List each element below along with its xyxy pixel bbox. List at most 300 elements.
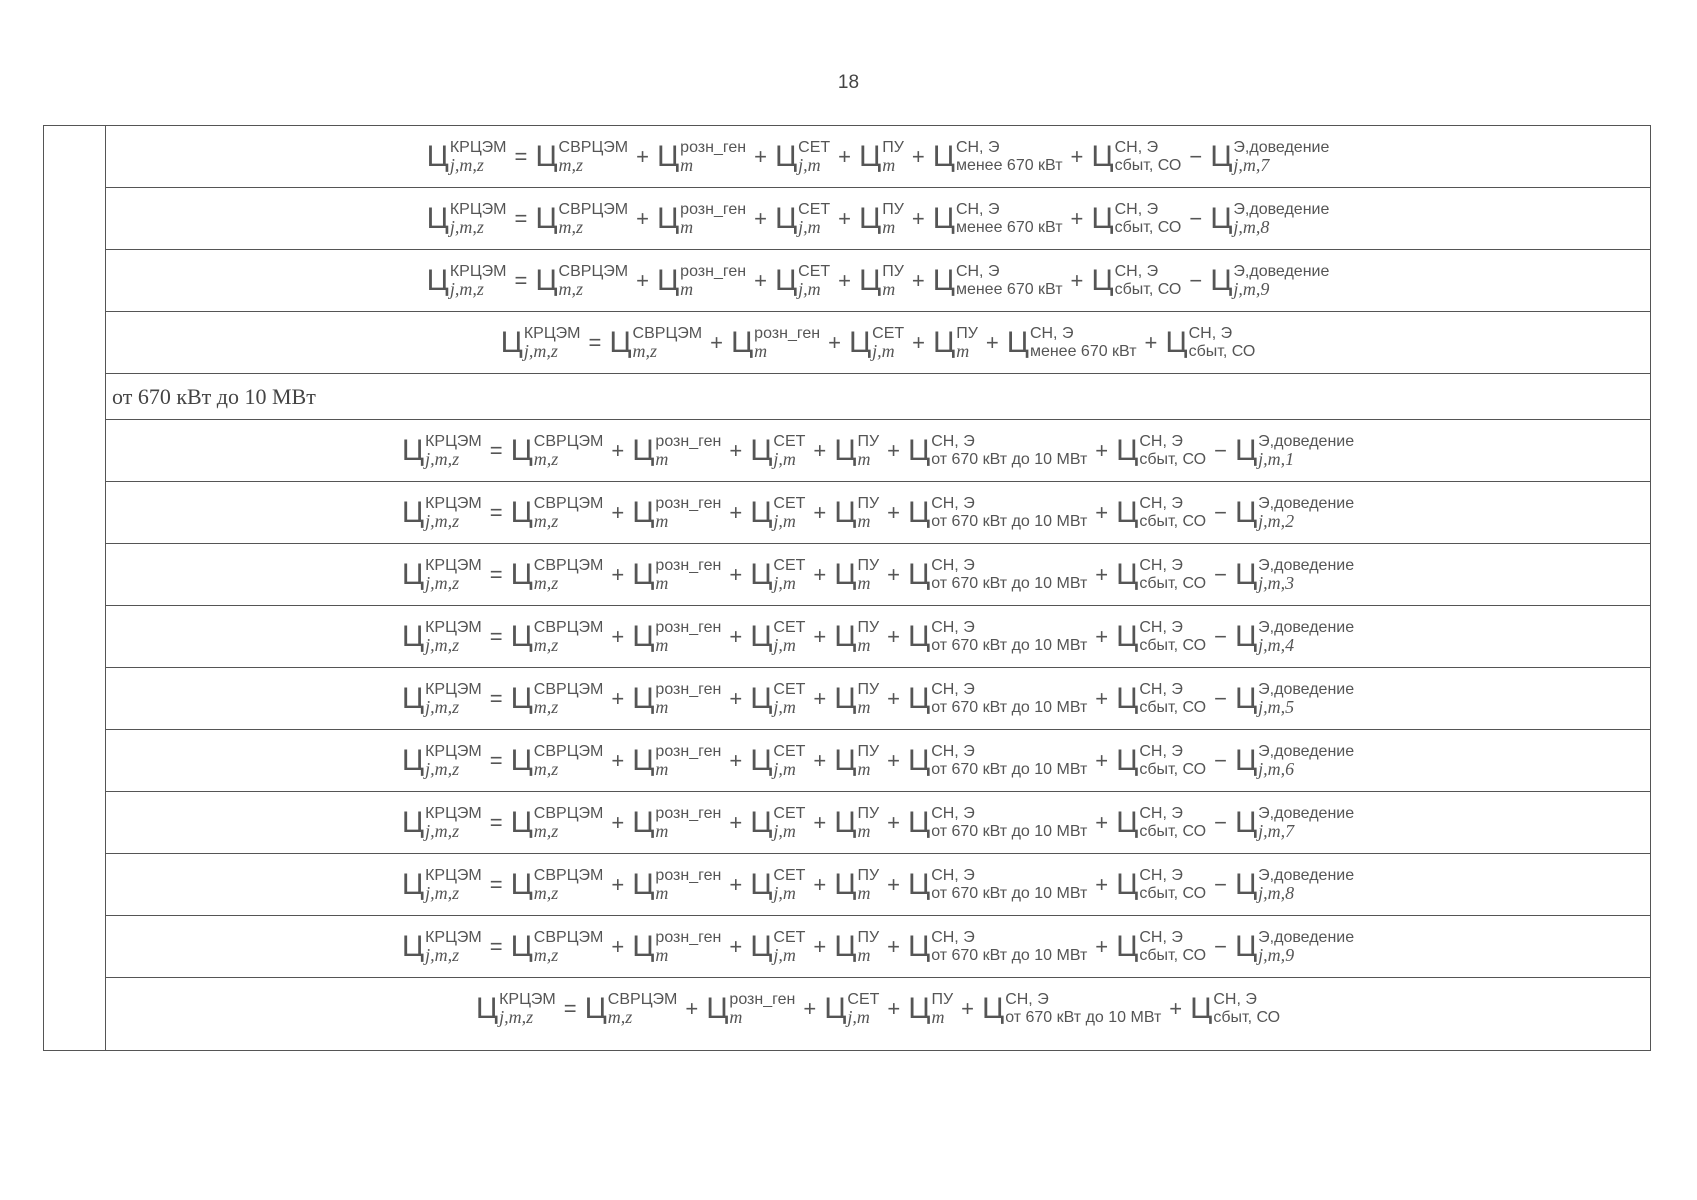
base-symbol: Ц — [750, 805, 773, 839]
plus-sign: + — [1095, 933, 1109, 959]
subscript: j,m,7 — [1233, 154, 1270, 175]
price-formula — [427, 140, 1330, 174]
term-pu — [908, 992, 953, 1026]
base-symbol: Ц — [632, 805, 655, 839]
superscript: Э,доведение — [1258, 432, 1355, 450]
superscript: СН, Э — [955, 200, 1000, 218]
base-symbol: Ц — [401, 743, 425, 777]
base-symbol: Ц — [510, 805, 533, 839]
base-symbol: Ц — [535, 139, 558, 173]
term-pu — [834, 558, 879, 592]
term-pu — [859, 264, 904, 298]
base-symbol: Ц — [907, 557, 931, 591]
formula-row — [106, 250, 1650, 312]
subscript: m — [882, 278, 896, 299]
base-symbol: Ц — [834, 495, 857, 529]
superscript: Э,доведение — [1258, 618, 1355, 636]
superscript: Э,доведение — [1258, 804, 1355, 822]
subscript: менее 670 кВт — [955, 280, 1063, 298]
superscript: СН, Э — [1005, 991, 1049, 1008]
term-krcem — [476, 992, 556, 1026]
term-pu — [834, 744, 879, 778]
term-set — [824, 992, 879, 1026]
subscript: m,z — [533, 758, 559, 779]
superscript: СВРЦЭМ — [558, 200, 629, 218]
term-rozn-gen — [632, 558, 721, 592]
base-symbol: Ц — [632, 495, 655, 529]
term-krcem — [402, 868, 482, 902]
term-krcem — [427, 140, 507, 174]
term-rozn-gen — [706, 992, 795, 1026]
superscript: ПУ — [882, 200, 904, 218]
subscript: m — [857, 510, 871, 531]
superscript: ПУ — [882, 138, 904, 156]
term-pu — [834, 496, 879, 530]
base-symbol: Ц — [774, 263, 798, 297]
base-symbol: Ц — [1190, 992, 1213, 1025]
base-symbol: Ц — [750, 495, 773, 529]
base-symbol: Ц — [750, 929, 773, 963]
equals-sign: = — [514, 205, 528, 231]
plus-sign: + — [611, 933, 625, 959]
subscript: m — [680, 154, 694, 175]
plus-sign: + — [828, 329, 841, 355]
term-set — [750, 868, 805, 902]
superscript: розн_ген — [655, 742, 722, 760]
base-symbol: Ц — [1234, 681, 1258, 715]
superscript: СН, Э — [931, 680, 975, 698]
base-symbol: Ц — [1210, 263, 1233, 297]
base-symbol: Ц — [907, 619, 931, 653]
subscript: m — [655, 820, 669, 841]
equals-sign: = — [588, 329, 602, 355]
minus-sign: − — [1214, 871, 1227, 897]
base-symbol: Ц — [774, 201, 798, 235]
table-left-column — [44, 126, 106, 1050]
subscript: m,z — [533, 448, 559, 469]
subscript: m — [655, 696, 669, 717]
term-pu — [933, 326, 978, 360]
equals-sign: = — [489, 437, 503, 463]
base-symbol: Ц — [510, 433, 533, 467]
subscript: сбыт, СО — [1114, 156, 1182, 174]
term-sn — [908, 930, 1087, 964]
superscript: СН, Э — [1188, 324, 1233, 342]
plus-sign: + — [1070, 143, 1084, 169]
term-dovedenie — [1210, 140, 1329, 174]
price-formula — [501, 326, 1256, 360]
subscript: j,m,z — [425, 696, 460, 717]
base-symbol: Ц — [981, 992, 1005, 1025]
plus-sign: + — [611, 437, 625, 463]
subscript: от 670 кВт до 10 МВт — [931, 946, 1088, 964]
plus-sign: + — [887, 437, 900, 463]
superscript: СН, Э — [931, 432, 975, 450]
plus-sign: + — [887, 871, 900, 897]
base-symbol: Ц — [1116, 867, 1139, 901]
subscript: j,m,9 — [1258, 944, 1295, 965]
term-svrcem — [511, 806, 604, 840]
superscript: ПУ — [857, 804, 880, 822]
base-symbol: Ц — [401, 805, 425, 839]
subscript: m,z — [533, 634, 559, 655]
term-rozn-gen — [632, 744, 721, 778]
formula-row — [106, 668, 1650, 730]
plus-sign: + — [729, 809, 743, 835]
superscript: КРЦЭМ — [523, 324, 581, 342]
subscript: j,m — [773, 944, 796, 965]
term-svrcem — [609, 326, 702, 360]
base-symbol: Ц — [834, 433, 857, 467]
term-dovedenie — [1210, 202, 1329, 236]
formula-row — [106, 482, 1650, 544]
base-symbol: Ц — [932, 139, 955, 173]
subscript: m — [857, 448, 871, 469]
superscript: ПУ — [931, 991, 954, 1008]
superscript: розн_ген — [655, 804, 722, 822]
subscript: m,z — [533, 820, 559, 841]
term-sbyt — [1116, 620, 1206, 654]
term-pu — [834, 682, 879, 716]
term-krcem — [427, 202, 507, 236]
superscript: Э,доведение — [1258, 494, 1355, 512]
base-symbol: Ц — [535, 201, 558, 235]
base-symbol: Ц — [750, 743, 773, 777]
superscript: Э,доведение — [1233, 138, 1330, 156]
equals-sign: = — [514, 143, 528, 169]
base-symbol: Ц — [1234, 743, 1258, 777]
base-symbol: Ц — [1116, 681, 1139, 715]
plus-sign: + — [887, 561, 900, 587]
subscript: j,m — [798, 216, 821, 237]
subscript: m — [857, 820, 871, 841]
subscript: j,m,z — [499, 1007, 534, 1027]
superscript: КРЦЭМ — [425, 804, 482, 822]
base-symbol: Ц — [859, 263, 882, 297]
term-dovedenie — [1210, 264, 1329, 298]
base-symbol: Ц — [1165, 325, 1188, 359]
plus-sign: + — [754, 143, 767, 169]
base-symbol: Ц — [907, 495, 931, 529]
superscript: СН, Э — [1139, 928, 1183, 946]
term-pu — [859, 140, 904, 174]
term-rozn-gen — [632, 868, 721, 902]
term-svrcem — [585, 992, 678, 1026]
subscript: j,m,8 — [1233, 216, 1270, 237]
superscript: СЕТ — [798, 200, 831, 218]
plus-sign: + — [1095, 499, 1109, 525]
superscript: КРЦЭМ — [425, 866, 482, 884]
superscript: розн_ген — [655, 680, 722, 698]
formula-row — [106, 854, 1650, 916]
base-symbol: Ц — [632, 867, 655, 901]
plus-sign: + — [813, 685, 827, 711]
base-symbol: Ц — [1116, 929, 1139, 963]
base-symbol: Ц — [584, 992, 607, 1025]
superscript: СВРЦЭМ — [533, 432, 604, 450]
term-sbyt — [1116, 744, 1206, 778]
plus-sign: + — [710, 329, 723, 355]
subscript: j,m,z — [425, 820, 460, 841]
subscript: от 670 кВт до 10 МВт — [1005, 1009, 1162, 1026]
plus-sign: + — [961, 996, 974, 1021]
term-sbyt — [1190, 992, 1280, 1026]
superscript: СВРЦЭМ — [533, 618, 604, 636]
plus-sign: + — [1169, 996, 1183, 1021]
plus-sign: + — [636, 143, 649, 169]
plus-sign: + — [729, 561, 743, 587]
formula-row — [106, 978, 1650, 1040]
superscript: СН, Э — [931, 494, 975, 512]
superscript: СЕТ — [773, 866, 806, 884]
superscript: розн_ген — [754, 324, 821, 342]
base-symbol: Ц — [834, 805, 857, 839]
base-symbol: Ц — [1116, 619, 1139, 653]
subscript: m — [680, 216, 694, 237]
plus-sign: + — [729, 871, 743, 897]
base-symbol: Ц — [1091, 201, 1114, 235]
term-svrcem — [535, 264, 628, 298]
subscript: j,m — [872, 340, 895, 361]
superscript: КРЦЭМ — [449, 200, 507, 218]
term-svrcem — [511, 558, 604, 592]
section-row — [106, 374, 1650, 420]
term-krcem — [501, 326, 581, 360]
subscript: j,m — [773, 820, 796, 841]
base-symbol: Ц — [632, 743, 655, 777]
subscript: m — [931, 1007, 945, 1027]
equals-sign: = — [563, 996, 577, 1021]
superscript: розн_ген — [655, 928, 722, 946]
base-symbol: Ц — [1116, 433, 1139, 467]
base-symbol: Ц — [834, 929, 857, 963]
subscript: j,m — [773, 448, 796, 469]
term-sbyt — [1116, 806, 1206, 840]
subscript: j,m,z — [425, 448, 460, 469]
subscript: m,z — [533, 944, 559, 965]
superscript: ПУ — [857, 556, 880, 574]
base-symbol: Ц — [907, 433, 931, 467]
subscript: m — [857, 572, 871, 593]
superscript: Э,доведение — [1258, 680, 1355, 698]
base-symbol: Ц — [1091, 263, 1114, 297]
base-symbol: Ц — [535, 263, 558, 297]
superscript: ПУ — [882, 262, 904, 280]
superscript: СЕТ — [798, 262, 831, 280]
term-sbyt — [1116, 496, 1206, 530]
subscript: j,m,z — [425, 510, 460, 531]
subscript: j,m,z — [425, 572, 460, 593]
term-krcem — [402, 930, 482, 964]
subscript: j,m,z — [449, 216, 484, 237]
term-dovedenie — [1235, 806, 1354, 840]
plus-sign: + — [838, 205, 851, 231]
base-symbol: Ц — [401, 433, 425, 467]
term-sbyt — [1116, 682, 1206, 716]
plus-sign: + — [685, 996, 699, 1021]
equals-sign: = — [514, 267, 528, 293]
superscript: СН, Э — [931, 804, 975, 822]
superscript: СВРЦЭМ — [558, 262, 629, 280]
superscript: Э,доведение — [1233, 200, 1330, 218]
plus-sign: + — [611, 685, 625, 711]
superscript: розн_ген — [729, 991, 796, 1008]
superscript: Э,доведение — [1258, 866, 1355, 884]
subscript: m,z — [533, 882, 559, 903]
subscript: m — [680, 278, 694, 299]
superscript: СН, Э — [955, 138, 1000, 156]
formula-row — [106, 916, 1650, 978]
base-symbol: Ц — [632, 557, 655, 591]
term-svrcem — [511, 868, 604, 902]
subscript: m,z — [558, 154, 584, 175]
subscript: j,m — [798, 278, 821, 299]
base-symbol: Ц — [834, 619, 857, 653]
plus-sign: + — [1095, 437, 1109, 463]
subscript: j,m,z — [425, 944, 460, 965]
superscript: КРЦЭМ — [499, 991, 556, 1008]
superscript: СН, Э — [1029, 324, 1074, 342]
minus-sign: − — [1214, 623, 1227, 649]
base-symbol: Ц — [750, 619, 773, 653]
subscript: m,z — [607, 1007, 633, 1027]
superscript: СН, Э — [1114, 262, 1159, 280]
plus-sign: + — [887, 933, 900, 959]
subscript: менее 670 кВт — [955, 156, 1063, 174]
superscript: СН, Э — [1139, 742, 1183, 760]
base-symbol: Ц — [834, 743, 857, 777]
superscript: СВРЦЭМ — [533, 742, 604, 760]
formula-table — [43, 125, 1651, 1051]
base-symbol: Ц — [1234, 557, 1258, 591]
base-symbol: Ц — [774, 139, 798, 173]
term-krcem — [402, 496, 482, 530]
price-formula — [402, 682, 1354, 716]
superscript: ПУ — [857, 680, 880, 698]
subscript: j,m,z — [523, 340, 558, 361]
superscript: СВРЦЭМ — [533, 866, 604, 884]
superscript: СЕТ — [773, 432, 806, 450]
base-symbol: Ц — [401, 557, 425, 591]
term-krcem — [402, 620, 482, 654]
term-svrcem — [511, 496, 604, 530]
term-sn — [908, 434, 1087, 468]
equals-sign: = — [489, 623, 503, 649]
term-sbyt — [1116, 434, 1206, 468]
base-symbol: Ц — [426, 201, 449, 235]
term-sbyt — [1116, 930, 1206, 964]
term-rozn-gen — [657, 202, 746, 236]
term-dovedenie — [1235, 558, 1354, 592]
base-symbol: Ц — [510, 867, 533, 901]
subscript: j,m,6 — [1258, 758, 1295, 779]
term-sbyt — [1091, 140, 1181, 174]
subscript: от 670 кВт до 10 МВт — [931, 574, 1088, 592]
subscript: m — [655, 882, 669, 903]
superscript: СН, Э — [1139, 680, 1183, 698]
plus-sign: + — [611, 499, 625, 525]
term-svrcem — [511, 930, 604, 964]
base-symbol: Ц — [656, 263, 680, 297]
term-krcem — [402, 434, 482, 468]
base-symbol: Ц — [750, 867, 773, 901]
price-formula — [402, 930, 1354, 964]
superscript: СН, Э — [931, 928, 975, 946]
plus-sign: + — [911, 267, 925, 293]
plus-sign: + — [838, 267, 851, 293]
superscript: СВРЦЭМ — [533, 680, 604, 698]
subscript: j,m — [773, 634, 796, 655]
term-set — [849, 326, 904, 360]
term-sbyt — [1091, 202, 1181, 236]
base-symbol: Ц — [401, 681, 425, 715]
minus-sign: − — [1189, 267, 1203, 293]
subscript: j,m — [798, 154, 821, 175]
base-symbol: Ц — [824, 992, 847, 1025]
subscript: j,m,1 — [1258, 448, 1295, 469]
subscript: менее 670 кВт — [1029, 342, 1137, 360]
term-set — [750, 496, 805, 530]
term-krcem — [402, 558, 482, 592]
page-number: 18 — [837, 72, 860, 93]
term-sbyt — [1165, 326, 1255, 360]
superscript: СН, Э — [1139, 432, 1183, 450]
subscript: m — [857, 758, 871, 779]
superscript: СЕТ — [798, 138, 831, 156]
plus-sign: + — [754, 205, 767, 231]
subscript: от 670 кВт до 10 МВт — [931, 636, 1088, 654]
subscript: m — [655, 634, 669, 655]
base-symbol: Ц — [706, 992, 729, 1025]
term-rozn-gen — [632, 682, 721, 716]
base-symbol: Ц — [1234, 619, 1258, 653]
plus-sign: + — [912, 329, 925, 355]
subscript: m,z — [533, 696, 559, 717]
plus-sign: + — [1095, 747, 1109, 773]
base-symbol: Ц — [932, 201, 955, 235]
term-set — [750, 434, 805, 468]
subscript: j,m — [773, 696, 796, 717]
superscript: розн_ген — [655, 432, 722, 450]
superscript: розн_ген — [655, 618, 722, 636]
base-symbol: Ц — [1116, 557, 1139, 591]
plus-sign: + — [611, 871, 625, 897]
minus-sign: − — [1214, 561, 1227, 587]
subscript: m — [655, 510, 669, 531]
superscript: ПУ — [857, 742, 880, 760]
plus-sign: + — [729, 623, 743, 649]
base-symbol: Ц — [1234, 805, 1258, 839]
term-rozn-gen — [657, 140, 746, 174]
superscript: СВРЦЭМ — [632, 324, 703, 342]
term-pu — [834, 868, 879, 902]
formula-row — [106, 188, 1650, 250]
superscript: СН, Э — [1139, 556, 1183, 574]
superscript: СН, Э — [1114, 200, 1159, 218]
superscript: ПУ — [857, 432, 880, 450]
term-set — [750, 806, 805, 840]
subscript: менее 670 кВт — [955, 218, 1063, 236]
superscript: СЕТ — [773, 928, 806, 946]
base-symbol: Ц — [1006, 325, 1029, 359]
term-krcem — [427, 264, 507, 298]
base-symbol: Ц — [907, 681, 931, 715]
equals-sign: = — [489, 685, 503, 711]
subscript: j,m,4 — [1258, 634, 1295, 655]
superscript: КРЦЭМ — [425, 432, 482, 450]
minus-sign: − — [1189, 143, 1203, 169]
base-symbol: Ц — [510, 681, 533, 715]
